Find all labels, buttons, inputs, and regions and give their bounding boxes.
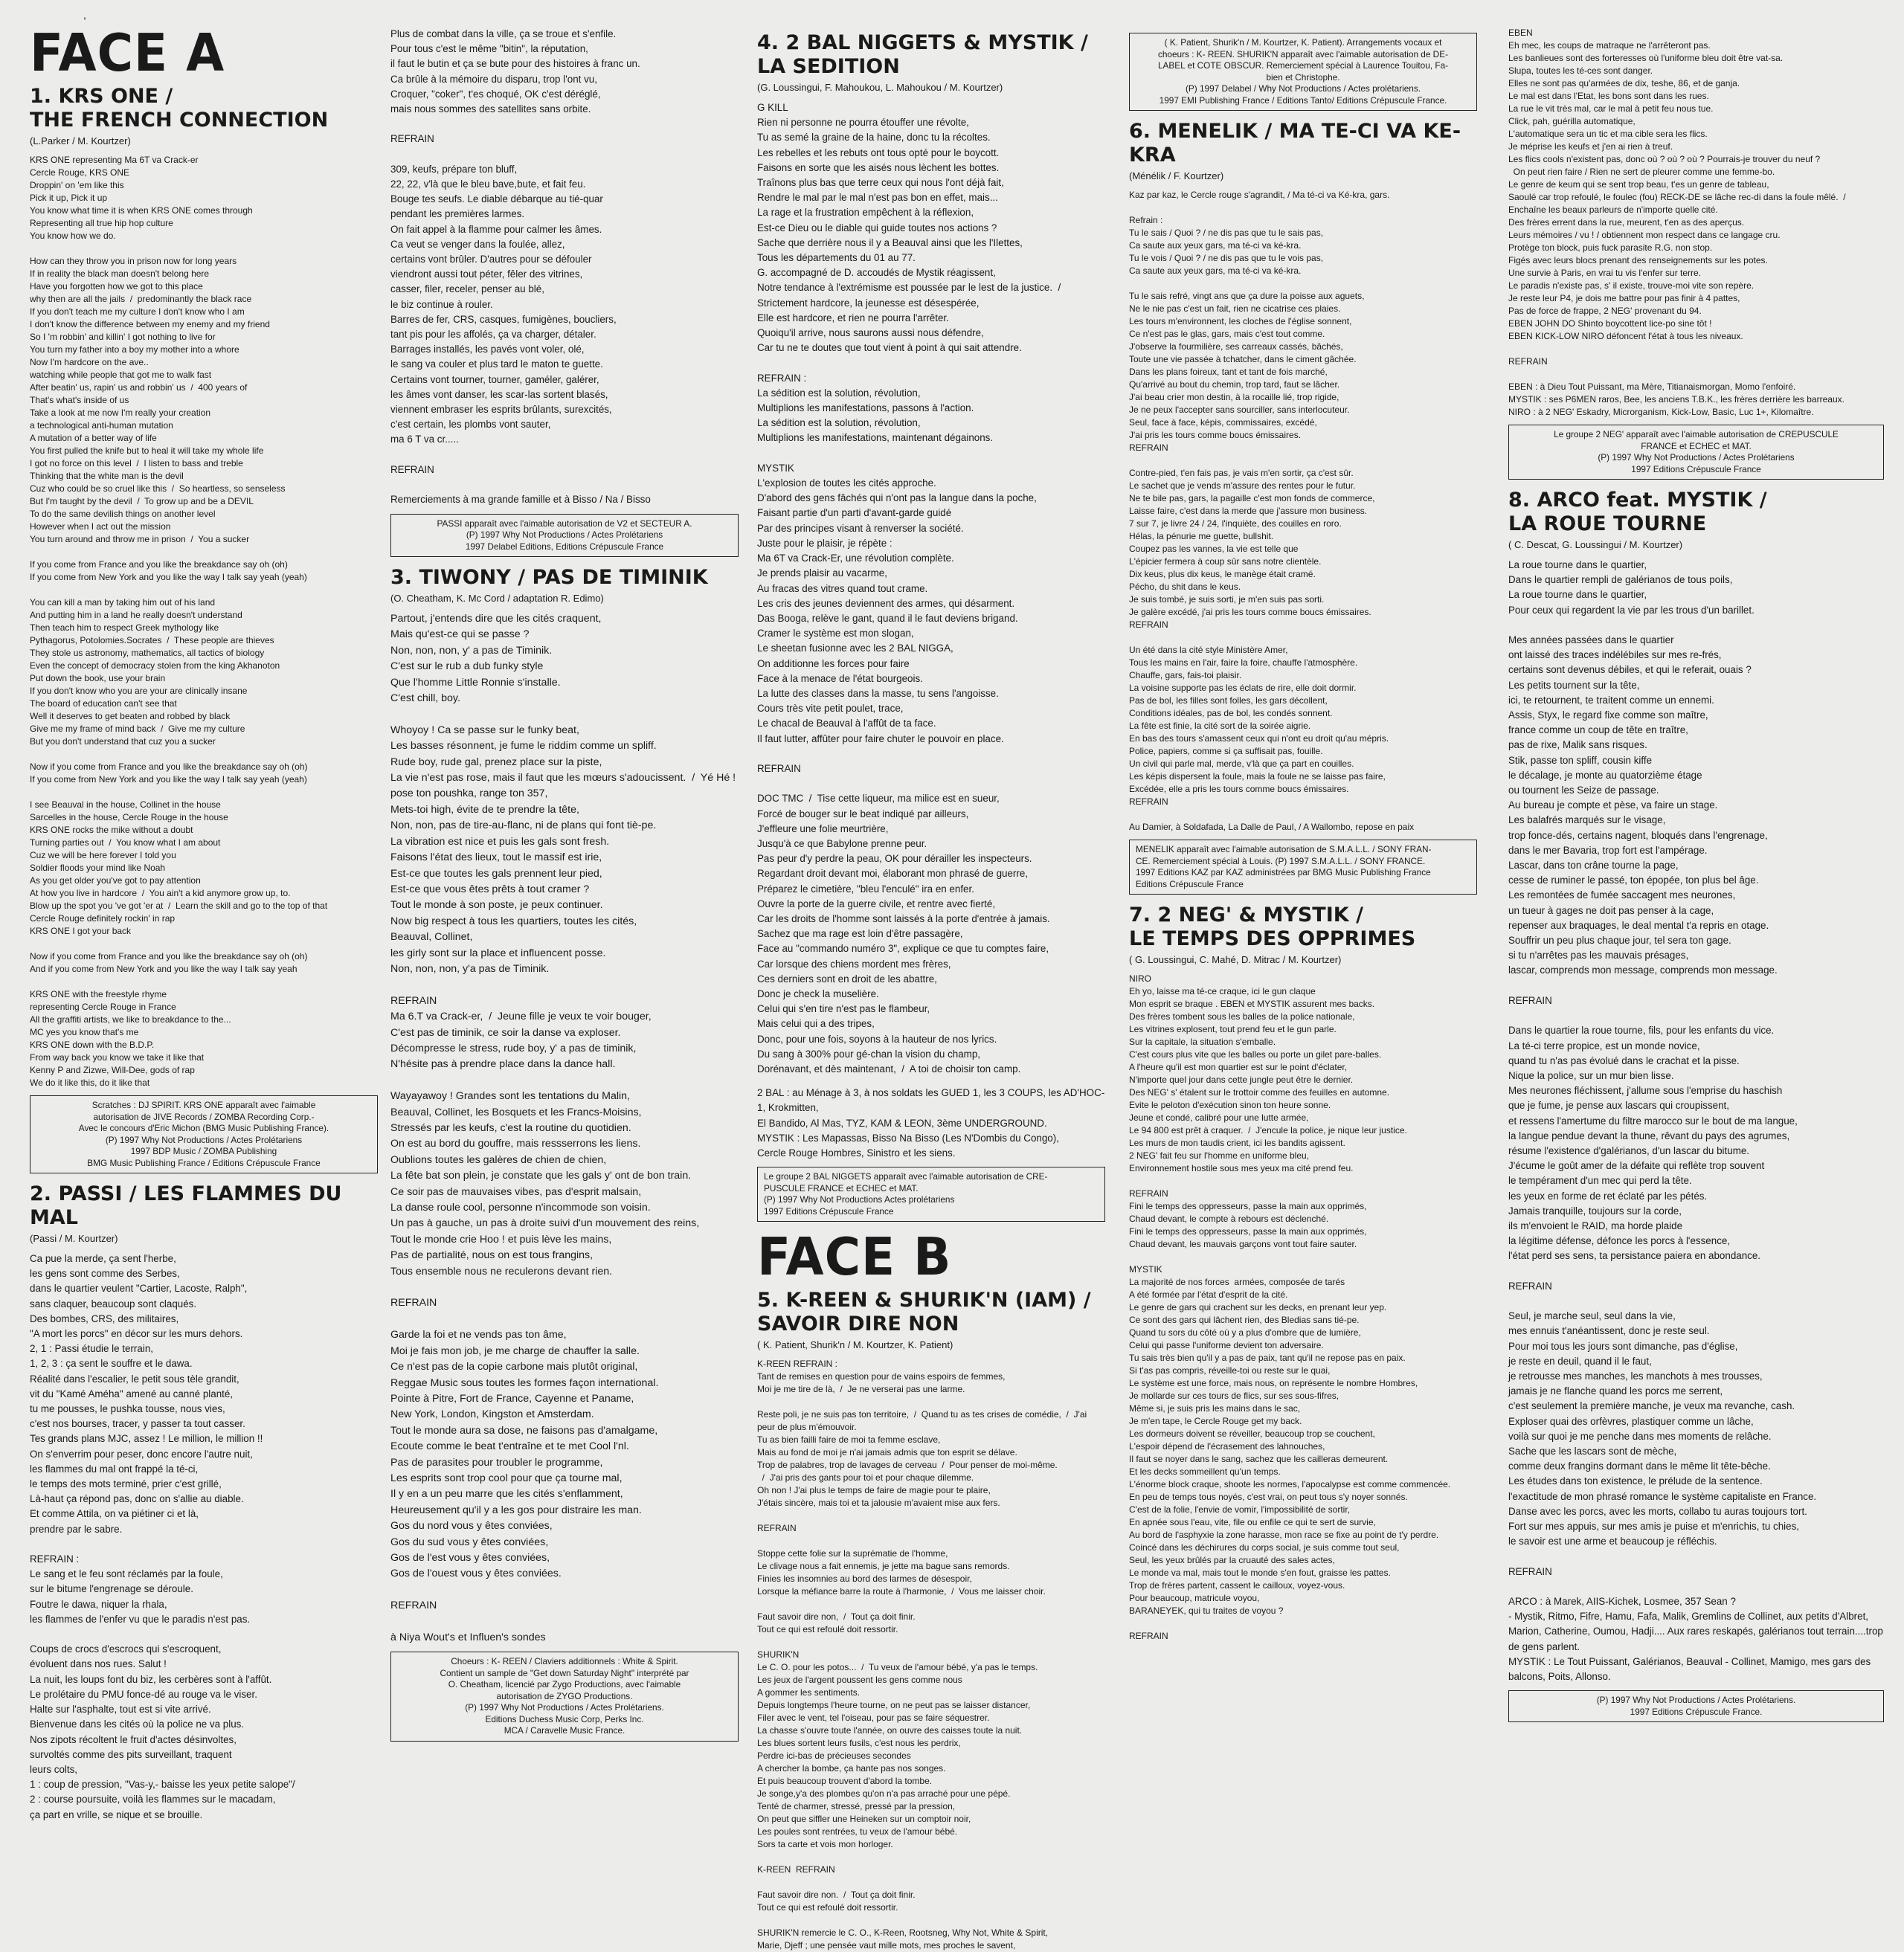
song-1-title: [30, 85, 378, 132]
song-5-title-line1: 5. K-REEN & SHURIK'N (IAM) /: [757, 1289, 1091, 1312]
song-2-title: 2. PASSI / LES FLAMMES DU MAL: [30, 1182, 342, 1229]
song-3-credits: (O. Cheatham, K. Mc Cord / adaptation R. Edimo): [390, 593, 604, 604]
song-4-lyrics: G KILL Rien ni personne ne pourra étouffer une révolte, Tu as semé la graine de la haine, donc tu la récoltes. Les rebelles et les rebuts ont tous opté pour le boycott. Faisons en sorte que les aisés nous lèchent les bottes. Traînons plus bas que terre ceux qui nous l'ont déjà fait, Rendre le mal par le mal n'est pas bon en effet, mais... La rage et la frustration empêchent à la réflexion, Est-ce Dieu ou le diable qui guide toutes nos actions ? Sache que derrière nous il y a Beauval ainsi que les l'Ilettes, Tous les départements du 01 au 77. G. accompagné de D. accoudés de Mystik réagissent, Notre tendance à l'extrémisme est poussée par le lest de la justice. / Strictement hardcore, la jeunesse est désespérée, Elle est hardcore, et rien ne pourra l'arrêter. Quoiqu'il arrive, nous saurons aussi nous défendre, Car tu ne te doutes que tout vient à point à qui sait attendre. REFRAIN : La sédition est la solution, révolution, Multiplions les manifestations, passons à l'action. La sédition est la solution, révolution, Multiplions les manifestations, maintenant dégainons. MYSTIK L'explosion de toutes les cités approche. D'abord des gens fâchés qui n'ont pas la langue dans la poche, Faisant partie d'un parti d'avant-garde guidé Par des principes visant à renverser la société. Juste pour le plaisir, je répète : Ma 6T va Crack-Er, une révolution complète. Je prends plaisir au vacarme, Au fracas des vitres quand tout crame. Les cris des jeunes deviennent des armes, qui désarment. Das Booga, relève le gant, quand il le faut deviens brigand. Cramer le système est mon slogan, Le sheetan fusionne avec les 2 BAL NIGGA, On additionne les forces pour faire Face à la menace de l'état bourgeois. La lutte des classes dans la masse, tu sens l'angoisse. Cours très vite petit poulet, trace, Le chacal de Beauval à l'affût de ta face. Il faut lutter, affûter pour faire chuter le pouvoir en place. REFRAIN DOC TMC / Tise cette liqueur, ma milice est en sueur, Forcé de bouger sur le beat indiqué par ailleurs, J'effleure une folie meurtrière, Jusqu'à ce que Babylone prenne peur. Pas peur d'y perdre la peau, OK pour dérailler les inspecteurs. Regardant droit devant moi, élaborant mon phrasé de guerre, Préparez le cimetière, "bleu l'enculé" ira en enfer. Ouvre la porte de la guerre civile, et rentre avec fierté, Car les droits de l'homme sont laissés à la porte d'entrée à jamais. Sachez que ma rage est loin d'être passagère, Face au "commando numéro 3", explique ce que tu comptes faire, Car lorsque des chiens mordent mes frères, Ces derniers sont en droit de les abattre, Donc je check la muselière. Celui qui s'en tire n'est pas le flambeur, Mais celui qui a des tripes, Donc, pour une fois, soyons à la hauteur de nos lyrics. Du sang à 300% pour gé-chan la vision du champ, Dorénavant, et dès maintenant, / A toi de choisir ton camp.: [757, 102, 1061, 1075]
song-3-lyrics: Partout, j'entends dire que les cités craquent, Mais qu'est-ce qui se passe ? Non, non, non, y' a pas de Timinik. C'est sur le rub a dub funky style Que l'homme Little Ronnie s'installe. C'est chill, boy. Whoyoy ! Ca se passe sur le funky beat, Les basses résonnent, je fume le riddim comme un spliff. Rude boy, rude gal, prenez place sur la piste, La vie n'est pas rose, mais il faut que les mœurs s'adoucissent. / Yé Hé ! pose ton poushka, range ton 357, Mets-toi high, évite de te prendre la tête, Non, non, pas de tire-au-flanc, ni de plans qui font tiè-pe. La vibration est nice et puis les gals sont fresh. Faisons l'état des lieux, tout le massif est irie, Est-ce que toutes les gals prennent leur pied, Est-ce que vous êtes prêts à tout cramer ? Tout le monde à son poste, je peux continuer. Now big respect à tous les quartiers, toutes les cités, Beauval, Collinet, les girly sont sur la place et influencent posse. Non, non, non, y'a pas de Timinik. REFRAIN Ma 6.T va Crack-er, / Jeune fille je veux te voir bouger, C'est pas de timinik, ce soir la danse va exploser. Décompresse le stress, rude boy, y' a pas de timinik, N'hésite pas à prendre place dans la dance hall. Wayayawoy ! Grandes sont les tentations du Malin, Beauval, Collinet, les Bosquets et les Francs-Moisins, Stressés par les keufs, c'est la routine du quotidien. On est au bord du gouffre, mais ressserrons les liens. Oublions toutes les galères de chien de chien, La fête bat son plein, je constate que les gals y' ont de bon train. Ce soir pas de mauvaises vibes, pas d'esprit malsain, La danse roule cool, personne n'incommode son voisin. Un pas à gauche, un pas à droite suivi d'un mouvement des reins, Tout le monde crie Hoo ! et puis lève les mains, Pas de partialité, nous on est tous frangins, Tous ensemble nous ne reculerons devant rien. REFRAIN Garde la foi et ne vends pas ton âme, Moi je fais mon job, je me charge de chauffer la salle. Ce n'est pas de la copie carbone mais plutôt original, Reggae Music sous toutes les formes façon international. Pointe à Pitre, Fort de France, Cayenne et Paname, New York, London, Kingston et Amsterdam. Tout le monde aura sa dose, ne faisons pas d'amalgame, Ecoute comme le beat t'entraîne et te met Cool l'nl. Pas de parasites pour troubler le programme, Les esprits sont trop cool pour que ça tourne mal, Il y en a un peu marre que les cités s'enflamment, Heureusement qu'il y a les gos pour distraire les man. Gos du nord vous y êtes conviées, Gos du sud vous y êtes conviées, Gos de l'est vous y êtes conviées, Gos de l'ouest vous y êtes conviées. REFRAIN à Niya Wout's et Influen's sondes: [390, 613, 736, 1643]
song-8-credits-box: (P) 1997 Why Not Productions / Actes Prolétariens. 1997 Editions Crépuscule France.: [1508, 1690, 1884, 1722]
corner-mark: ,: [83, 9, 86, 21]
column-2: [390, 27, 739, 1750]
song-2-credits-box: PASSI apparaît avec l'aimable autorisation de V2 et SECTEUR A. (P) 1997 Why Not Productions / Actes Prolétariens 1997 Delabel Editions, Editions Crépuscule France: [390, 514, 739, 558]
song-5-title: [757, 1289, 1105, 1336]
song-4-title-line2: LA SEDITION: [757, 55, 900, 78]
song-8-title-line2: LA ROUE TOURNE: [1508, 512, 1707, 535]
song-5-title-line2: SAVOIR DIRE NON: [757, 1312, 959, 1336]
song-6-credits-box: MENELIK apparaît avec l'aimable autorisation de S.M.A.L.L. / SONY FRAN- CE. Remerciement spécial à Louis. (P) 1997 S.M.A.L.L. / SONY FRANCE. 1997 Editions KAZ par KAZ administrées par BMG Music Publishing France Editions Crépuscule France: [1129, 840, 1477, 895]
song-7-credits-box: Le groupe 2 NEG' apparaît avec l'aimable autorisation de CREPUSCULE FRANCE et ECHEC et MAT. (P) 1997 Why Not Productions / Actes Prolétariens 1997 Editions Crépuscule France: [1508, 425, 1884, 480]
song-1-title-line1: 1. KRS ONE /: [30, 85, 173, 108]
song-1-title-line2: THE FRENCH CONNECTION: [30, 109, 329, 132]
face-b-heading: FACE B: [757, 1227, 952, 1288]
song-5-credits: ( K. Patient, Shurik'n / M. Kourtzer, K. Patient): [757, 1339, 953, 1351]
song-8-title: [1508, 489, 1884, 536]
song-4-title: [757, 31, 1105, 79]
song-7-lyrics-eben: EBEN Eh mec, les coups de matraque ne l'arrêteront pas. Les banlieues sont des forteresses où l'uniforme bleu doit être vat-sa. Slupa, toutes les té-ces sont danger. Elles ne sont pas qu'armées de dix, teshe, 86, et de ganja. Le mal est dans l'Etat, les bons sont dans les rues. La rue le vit très mal, car le mal à petit feu nous tue. Click, pah, guérilla automatique, L'automatique sera un tic et ma cible sera les flics. Je méprise les keufs et j'en ai rien à treuf. Les flics cools n'existent pas, donc où ? où ? où ? Pourrais-je trouver du neuf ? On peut rien faire / Rien ne sert de pleurer comme une femme-bo. Le genre de keum qui se sent trop beau, t'es un genre de tableau, Saoulé car trop refoulé, le foulec (fou) RECK-DE se lâche rec-di dans la foule mêlé. / Enchaîne les beaux parleurs de n'importe quelle cité. Des frères errent dans la rue, meurent, t'en as des aperçus. Leurs mémoires / vu ! / obtiennent mon respect dans ce langage cru. Protège ton block, puis fuck parasite R.G. non stop. Figés avec leurs blocs prenant des renseignements sur les potes. Une survie à Paris, en vrai tu vis l'enfer sur terre. Le paradis n'existe pas, s' il existe, trouve-moi vite son repère. Je reste leur P4, je dois me battre pour pas finir à 4 pattes, Pas de force de frappe, 2 NEG' provenant du 94. EBEN JOHN DO Shinto boycottent lice-po sine tôt ! EBEN KICK-LOW NIRO défoncent l'état à tous les niveaux. REFRAIN EBEN : à Dieu Tout Puissant, ma Mère, Titianaismorgan, Momo l'enfoiré. MYSTIK : ses P6MEN raros, Bee, les anciens T.B.K., les frères derrière les barreaux. NIRO : à 2 NEG' Eskadry, Microrganism, Kick-Low, Basic, Luc 1+, Kilomaître.: [1508, 28, 1846, 417]
song-1-credits-box: Scratches : DJ SPIRIT. KRS ONE apparaît avec l'aimable autorisation de JIVE Records / ZOMBA Recording Corp.- Avec le concours d'Eric Michon (BMG Music Publishing France). (P) 1997 Why Not Productions / Actes Prolétariens 1997 BDP Music / ZOMBA Publishing BMG Music Publishing France / Editions Crépuscule France: [30, 1095, 378, 1173]
song-7-title: [1129, 903, 1477, 951]
song-4-credits: (G. Loussingui, F. Mahoukou, L. Mahoukou / M. Kourtzer): [757, 82, 1003, 93]
column-3: [757, 27, 1105, 1952]
song-6-credits: (Ménélik / F. Kourtzer): [1129, 170, 1224, 181]
song-3-title: 3. TIWONY / PAS DE TIMINIK: [390, 566, 708, 589]
song-6-title: 6. MENELIK / MA TE-CI VA KE-KRA: [1129, 120, 1461, 167]
song-7-credits: ( G. Loussingui, C. Mahé, D. Mitrac / M. Kourtzer): [1129, 954, 1342, 965]
song-4-title-line1: 4. 2 BAL NIGGETS & MYSTIK /: [757, 31, 1088, 54]
song-8-lyrics: La roue tourne dans le quartier, Dans le quartier rempli de galérianos de tous poils, La roue tourne dans le quartier, Pour ceux qui regardent la vie par les trous d'un barillet. Mes années passées dans le quartier ont laissé des traces indélébiles sur mes re-frés, certains sont devenus débiles, et qui le referait, ouais ? Les petits tournent sur la tête, ici, te retournent, te traitent comme un ennemi. Assis, Styx, le regard fixe comme son maître, france comme un coup de tête en traître, pas de rixe, Malik sans risques. Stik, passe ton spliff, cousin kiffe le décalage, je monte au quatorzième étage ou tournent les Seize de passage. Au bureau je compte et pèse, va faire un stage. Les balafrés marqués sur le visage, trop fonce-dés, certains nagent, bloqués dans l'engrenage, dans le mer Bavaria, trop fort est l'ampérage. Lascar, dans ton crâne tourne la page, cesse de ruminer le passé, ton épopée, ton plus bel âge. Les remontées de fumée saccagent mes neurones, un tueur à gages ne doit pas penser à la cage, repenser aux braquages, le deal mental t'a repris en otage. Souffrir un peu plus chaque jour, tel sera ton gage. si tu n'arrêtes pas les mauvais présages, lascar, comprends mon message, comprends mon message. REFRAIN Dans le quartier la roue tourne, fils, pour les enfants du vice. La té-ci terre propice, est un monde novice, quand tu n'as pas évolué dans le crachat et la pisse. Nique la police, sur un mur bien lisse. Mes neurones fléchissent, j'allume sous l'emprise du haschish que je fume, je pense aux lascars qui croupissent, et ressens l'amertume du filtre marocco sur le bout de ma langue, la langue pendue devant la thune, rêvant du pays des agrumes, résume l'existence d'galérianos, d'un lascar du bitume. J'écume le goût amer de la défaite qui reflète trop souvent le tempérament d'un mec qui perd la tête. les yeux en forme de ret éclaté par les pétés. Jamais tranquille, toujours sur la corde, ils m'envoient le RAID, ma horde plaide la légitime défense, défonce les porcs à l'essence, l'état perd ses sens, ta persistance paiera en abondance. REFRAIN Seul, je marche seul, seul dans la vie, mes ennuis t'anéantissent, donc je reste seul. Pour moi tous les jours sont dimanche, pas d'église, je reste en deuil, quand il le faut, je retrousse mes manches, les manchots à mes trousses, jamais je ne flanche quand les porcs me serrent, c'est seulement la première manche, je veux ma revanche, cash. Exploser quai des orfèvres, plastiquer comme un lâche, voilà sur quoi je me penche dans mes moments de relâche. Sache que les lascars sont de mèche, comme deux frangins dormant dans le même lit tête-bêche. Les études dans ton existence, le prélude de la sentence. l'exactitude de mon phrasé romance le système capitaliste en France. Danse avec les porcs, avec les morts, collabo tu auras toujours tort. Fort sur mes appuis, sur mes amis je puise et m'enrichis, tu chies, le savoir est une arme et beaucoup je réfléchis. REFRAIN ARCO : à Marek, AIIS-Kichek, Losmee, 357 Sean ? - Mystik, Ritmo, Fifre, Hamu, Fafa, Malik, Gremlins de Collinet, aux petits d'Albret, Marion, Catherine, Oumou, Hadji.... Aux rares reskapés, galérianos tout terrain....trop de gens parlent. MYSTIK : Le Tout Puissant, Galérianos, Beauval - Collinet, Mamigo, mes gars des balcons, Poits, Allonso.: [1508, 559, 1883, 1683]
song-2-credits: (Passi / M. Kourtzer): [30, 1233, 118, 1244]
song-2-lyrics-part1: Ca pue la merde, ça sent l'herbe, les gens sont comme des Serbes, dans le quartier veulent "Cartier, Lacoste, Ralph", sans claquer, beaucoup sont claqués. Des bombes, CRS, des militaires, "A mort les porcs" en décor sur les murs dehors. 2, 1 : Passi étudie le terrain, 1, 2, 3 : ça sent le souffre et le dawa. Réalité dans l'escalier, le petit sous tèle grandit, vit du "Kamé Améha" amené au canné planté, tu me pousses, le pushka tousse, nous vies, c'est nos bourses, tracer, y passer ta tout casser. Tes grands plans MJC, assez ! Le million, le million !! On s'enverrim pour peser, donc encore l'autre nuit, les flammes du mal ont frappé la té-ci, le temps des mots terminé, prier c'est grillé, Là-haut ça répond pas, donc on s'allie au diable. Et comme Attila, on va piétiner ci et là, prendre par le sabre. REFRAIN : Le sang et le feu sont réclamés par la foule, sur le bitume l'engrenage se déroule. Foutre le dawa, niquer la rhala, les flammes de l'enfer vu que le paradis n'est pas. Coups de crocs d'escrocs qui s'escroquent, évoluent dans nos rues. Salut ! La nuit, les loups font du biz, les cerbères sont à l'affût. Le prolétaire du PMU fonce-dé au rouge va le viser. Halte sur l'asphalte, tout est si vite arrivé. Bienvenue dans les cités où la police ne va plus. Nos zipots récoltent le fruit d'actes désinvoltes, survoltés comme des pits surveillant, traquent leurs colts, 1 : coup de pression, "Vas-y,- baisse les yeux petite salope"/ 2 : course poursuite, voilà les flammes sur le macadam, ça part en vrille, se nique et se brouille.: [30, 1253, 295, 1820]
song-7-lyrics: NIRO Eh yo, laisse ma té-ce craque, ici le gun claque Mon esprit se braque . EBEN et MYSTIK assurent mes backs. Des frères tombent sous les balles de la police nationale, Les vitrines explosent, tout prend feu et le gun parle. Sur la capitale, la situation s'emballe. C'est cours plus vite que les balles ou porte un gilet pare-balles. A l'heure qu'il est mon quartier est sur le point d'éclater, N'importe quel jour dans cette jungle peut être le dernier. Des NEG' s' étalent sur le trottoir comme des feuilles en automne. Evite le peloton d'exécution sinon ton heure sonne. Jeune et condé, calibré pour une lutte armée, Le 94 800 est prêt à craquer. / J'encule la police, je nique leur justice. Les murs de mon taudis crient, ici les bandits agissent. 2 NEG' fait feu sur l'homme en uniforme bleu, Environnement hostile sous mes yeux ma cité prend feu. REFRAIN Fini le temps des oppresseurs, passe la main aux opprimés, Chaud devant, le compte à rebours est déclenché. Fini le temps des oppresseurs, passe la main aux opprimés, Chaud devant, les mauvais garçons vont tout faire sauter. MYSTIK La majorité de nos forces armées, composée de tarés A été formée par l'état d'esprit de la cité. Le genre de gars qui crachent sur les decks, en prenant leur yep. Ce sont des gars qui lâchent rien, des Bledias sans tié-pe. Quand tu sors du côté où y a plus d'ombre que de lumière, Celui qui passe l'uniforme devient ton adversaire. Tu sais très bien qu'il y a pas de paix, tant qu'il ne repose pas en paix. Si t'as pas compris, réveille-toi ou reste sur le quai, Le système est une force, mais nous, on représente le nombre Hombres, Je mollarde sur ces tours de flics, sur ses sous-fifres, Même si, je suis pris les mains dans le sac, Je m'en tape, le Cercle Rouge get my back. Les dormeurs doivent se réveiller, beaucoup trop se couchent, L'espoir dépend de l'écrasement des lahnouches, Il faut se noyer dans le sang, sachez que les cailleras demeurent. Et les decks sommeillent qu'un temps. L'énorme block craque, shoote les normes, l'apocalypse est comme commencée. En peu de temps tous noyés, c'est vrai, on peut tous s'y noyer sonnés. C'est de la folie, l'envie de vomir, l'impossibilité de sortir, En apnée sous l'eau, vite, file ou enfile ce qui te sert de survie, Au bord de l'asphyxie la zone harasse, mon race se fixe au point de t'y perdre. Coincé dans les déchirures du corps social, je suis comme tout seul, Seul, les yeux brûlés par la cruauté des sales actes, Le monde va mal, mais tout le monde s'en fout, graisse les pattes. Trop de frères partent, cassent le cailloux, voyez-vous. Pour beaucoup, matricule voyou, BARANEYEK, qui tu traites de voyou ? REFRAIN: [1129, 973, 1451, 1641]
column-4: [1129, 27, 1477, 1643]
song-2-lyrics-part2: Plus de combat dans la ville, ça se troue et s'enfile. Pour tous c'est le même "bitin", la réputation, il faut le butin et ça se bute pour des histoires à franc un. Ca brûle à la mémoire du disparu, trop l'ont vu, Croquer, "coker", t'es choqué, OK c'est déréglé, mais nous sommes des satellites sans orbite. REFRAIN 309, keufs, prépare ton bluff, 22, 22, v'là que le bleu bave,bute, et fait feu. Bouge tes seufs. Le diable débarque au tié-quar pendant les premières larmes. On fait appel à la flamme pour calmer les âmes. Ca veut se venger dans la foulée, allez, certains vont brûler. D'autres pour se défouler viendront aussi tout péter, fêler des vitrines, casser, filer, receler, penser au blé, le biz continue à rouler. Barres de fer, CRS, casques, fumigènes, boucliers, tant pis pour les affolés, ça va charger, détaler. Barrages installés, les pavés vont voler, olé, le sang va couler et plus tard le maton te guette. Certains vont tourner, tourner, gaméler, galérer, les âmes vont danser, les scar-las sortent blasés, viennent embraser les esprits brûlants, surexcités, c'est certain, les plombs vont sauter, ma 6 T va cr..... REFRAIN Remerciements à ma grande famille et à Bisso / Na / Bisso: [390, 28, 651, 506]
song-7-title-line2: LE TEMPS DES OPPRIMES: [1129, 927, 1416, 950]
column-5: [1508, 27, 1884, 1731]
face-a-heading: FACE A: [30, 23, 225, 83]
song-1-credits: (L.Parker / M. Kourtzer): [30, 135, 131, 146]
song-4-credits-box: Le groupe 2 BAL NIGGETS apparaît avec l'aimable autorisation de CRE- PUSCULE FRANCE et ECHEC et MAT. (P) 1997 Why Not Productions Actes prolétariens 1997 Editions Crépuscule France: [757, 1167, 1105, 1222]
song-5-lyrics: K-REEN REFRAIN : Tant de remises en question pour de vains espoirs de femmes, Moi je me tire de là, / Je ne verserai pas une larme. Reste poli, je ne suis pas ton territoire, / Quand tu as tes crises de comédie, / J'ai peur de plus m'émouvoir. Tu as bien failli faire de moi ta femme esclave, Mais au fond de moi je n'ai jamais admis que ton esprit se délave. Trop de palabres, trop de lavages de cerveau / Pour penser de moi-même. / J'ai pris des gants pour toi et pour chaque dilemme. Oh non ! J'ai plus le temps de faire de magie pour te plaire, J'étais sincère, mais toi et ta jalousie m'avaient mise aux fers. REFRAIN Stoppe cette folie sur la suprématie de l'homme, Le clivage nous a fait ennemis, je jette ma bague sans remords. Finies les insomnies au bord des larmes de désespoir, Lorsque la méfiance barre la route à l'harmonie, / Vous me laisser choir. Faut savoir dire non, / Tout ça doit finir. Tout ce qui est refoulé doit ressortir. SHURIK'N Le C. O. pour les potos... / Tu veux de l'amour bébé, y'a pas le temps. Les jeux de l'argent poussent les gens comme nous A gommer les sentiments. Depuis longtemps l'heure tourne, on ne peut pas se laisser distancer, Filer avec le vent, tel l'oiseau, pour pas se faire séquestrer. La chasse s'ouvre toute l'année, on ouvre des caisses toute la nuit. Les blues sortent leurs fusils, c'est nous les perdrix, Perdre ici-bas de précieuses secondes A chercher la bombe, ça hante pas nos songes. Et puis beaucoup trouvent d'abord la tombe. Je songe,y'a des plombes qu'on n'a pas arraché pour une pépé. Tenté de charmer, stressé, pressé par la pression, On peut que siffler une Heineken sur un comptoir noir, Les poules sont rentrées, tu veux de l'amour bébé. Sors ta carte et vois mon horloger. K-REEN REFRAIN Faut savoir dire non. / Tout ça doit finir. Tout ce qui est refoulé doit ressortir. SHURIK'N remercie le C. O., K-Reen, Rootsneg, Why Not, White & Spirit, Marie, Djeff ; une pensée vaut mille mots, mes proches le savent,: [757, 1359, 1087, 1951]
song-8-title-line1: 8. ARCO feat. MYSTIK /: [1508, 489, 1767, 512]
column-1: [30, 23, 378, 1823]
song-4-thanks: 2 BAL : au Ménage à 3, à nos soldats les GUED 1, les 3 COUPS, les AD'HOC-1, Krokmitten, El Bandido, Al Mas, TYZ, KAM & LEON, 3ème UNDERGROUND. MYSTIK : Les Mapassas, Bisso Na Bisso (Les N'Dombis du Congo), Cercle Rouge Hombres, Sinistro et les siens.: [757, 1087, 1105, 1159]
song-5-credits-box: ( K. Patient, Shurik'n / M. Kourtzer, K. Patient). Arrangements vocaux et choeurs : K- REEN. SHURIK'N apparaît avec l'aimable autorisation de DE- LABEL et COTE OBSCUR. Remerciement spécial à Laurence Touitou, Fa- bien et Christophe. (P) 1997 Delabel / Why Not Productions / Actes prolétariens. 1997 EMI Publishing France / Editions Tanto/ Editions Crépuscule France.: [1129, 33, 1477, 111]
song-8-credits: ( C. Descat, G. Loussingui / M. Kourtzer): [1508, 539, 1683, 550]
song-7-title-line1: 7. 2 NEG' & MYSTIK /: [1129, 903, 1363, 927]
song-6-lyrics: Kaz par kaz, le Cercle rouge s'agrandit, / Ma té-ci va Ké-kra, gars. Refrain : Tu le sais / Quoi ? / ne dis pas que tu le sais pas, Ca saute aux yeux gars, ma té-ci va ké-kra. Tu le vois / Quoi ? / ne dis pas que tu le vois pas, Ca saute aux yeux gars, ma té-ci va ké-kra. Tu le sais refré, vingt ans que ça dure la poisse aux aguets, Ne le nie pas c'est un fait, rien ne cicatrise ces plaies. Les tours m'environnent, les cloches de l'église sonnent, Ce n'est pas le glas, gars, mais c'est tout comme. J'observe la fourmilière, ses carreaux cassés, bâchés, Toute une vie passée à tchatcher, dans le ciment gâchée. Dans les plans foireux, tant et tant de fois marché, Qu'arrivé au bout du chemin, trop tard, faut se lâcher. J'ai beau crier mon destin, à la rocaille lié, trop rigide, Je ne peux l'accepter sans sourciller, sans interlocuteur. Seul, face à face, képis, commissaires, excédé, J'ai pris les tours comme boucs émissaires. REFRAIN Contre-pied, t'en fais pas, je vais m'en sortir, ça c'est sûr. Le sachet que je vends m'assure des rentes pour le futur. Ne te bile pas, gars, la pagaille c'est mon fonds de commerce, Laisse faire, c'est dans la merde que j'assure mon business. 7 sur 7, je livre 24 / 24, l'inquiète, des couilles en roro. Hélas, la pénurie me guette, bullshit. Coupez pas les vannes, la vie est telle que L'épicier fermera à coup sûr sans notre clientèle. Dix keus, plus dix keus, le manège était cramé. Pécho, du shit dans le keus. Je suis tombé, je suis sorti, je m'en suis pas sorti. Je galère excédé, j'ai pris les tours comme boucs émissaires. REFRAIN Un été dans la cité style Ministère Amer, Tous les mains en l'air, faire la foire, chauffe l'atmosphère. Chauffe, gars, fais-toi plaisir. La voisine supporte pas les éclats de rire, elle doit dormir. Pas de bol, les filles sont folles, les gars décollent, Conditions idéales, pas de bol, les condés sonnent. La fête est finie, la cité sort de la soirée aigrie. En bas des tours s'amassent ceux qui n'ont eu droit qu'au mépris. Police, papiers, comme si ça suffisait pas, fouille. Un civil qui parle mal, merde, v'là que ça part en couilles. Les képis dispersent la foule, mais la foule ne se laisse pas faire, Excédée, elle a pris les tours comme boucs émissaires. REFRAIN Au Damier, à Soldafada, La Dalle de Paul, / A Wallombo, repose en paix: [1129, 190, 1415, 832]
song-1-lyrics: KRS ONE representing Ma 6T va Crack-er Cercle Rouge, KRS ONE Droppin' on 'em like this Pick it up, Pick it up You know what time it is when KRS ONE comes through Representing all true hip hop culture You know how we do. How can they throw you in prison now for long years If in reality the black man doesn't belong here Have you forgotten how we got to this place why then are all the jails / predominantly the black race If you don't teach me my culture I don't know who I am I don't know the difference between my enemy and my friend So I 'm robbin' and killin' I got nothing to live for You turn my father into a boy my mother into a whore Now I'm hardcore on the ave.. watching while people that got me to walk fast After beatin' us, rapin' us and robbin' us / 400 years of That's what's inside of us Take a look at me now I'm really your creation a technological anti-human mutation A mutation of a better way of life You first pulled the knife but to heal it will take my whole life I got no force on this level / I listen to bass and treble Thinking that the white man is the devil Cuz who could be so cruel like this / So heartless, so senseless But I'm taught by the devil / To grow up and be a DEVIL To do the same devilish things on another level However when I act out the mission You turn around and throw me in prison / You a sucker If you come from France and you like the breakdance say oh (oh) If you come from New York and you like the way I talk say yeah (yeah) You can kill a man by taking him out of his land And putting him in a land he really doesn't understand Then teach him to respect Greek mythology like Pythagorus, Potolomies.Socrates / These people are thieves They stole us astronomy, mathematics, all tactics of biology Even the concept of democracy stolen from the king Akhanoton Put down the book, use your brain If you don't know who you are your are clinically insane The board of education can't see that Well it deserves to get beaten and robbed by black Give me my frame of mind back / Give me my culture But you don't understand that cuz you a sucker Now if you come from France and you like the breakdance say oh (oh) If you come from New York and you like the way I talk say yeah (yeah) I see Beauval in the house, Collinet in the house Sarcelles in the house, Cercle Rouge in the house KRS ONE rocks the mike without a doubt Turning parties out / You know what I am about Cuz we will be here forever I told you Soldier floods your mind like Noah As you get older you've got to pay attention At how you live in hardcore / You ain't a kid anymore grow up, to. Blow up the spot you 've got 'er at / Learn the skill and go to the top of that Cercle Rouge definitely rockin' in rap KRS ONE I got your back Now if you come from France and you like the breakdance say oh (oh) And if you come from New York and you like the way I talk say yeah KRS ONE with the freestyle rhyme representing Cercle Rouge in France All the graffiti artists, we like to breakdance to the... MC yes you know that's me KRS ONE down with the B.D.P. From way back you know we take it like that Kenny P and Zizwe, Will-Dee, gods of rap We do it like this, do it like that: [30, 155, 328, 1088]
song-3-credits-box: Choeurs : K- REEN / Claviers additionnels : White & Spirit. Contient un sample de "Get down Saturday Night" interprété par O. Cheatham, licencié par Zygo Productions, avec l'aimable autorisation de ZYGO Productions. (P) 1997 Why Not Productions / Actes Prolétariens. Editions Duchess Music Corp, Perks Inc. MCA / Caravelle Music France.: [390, 1652, 739, 1742]
